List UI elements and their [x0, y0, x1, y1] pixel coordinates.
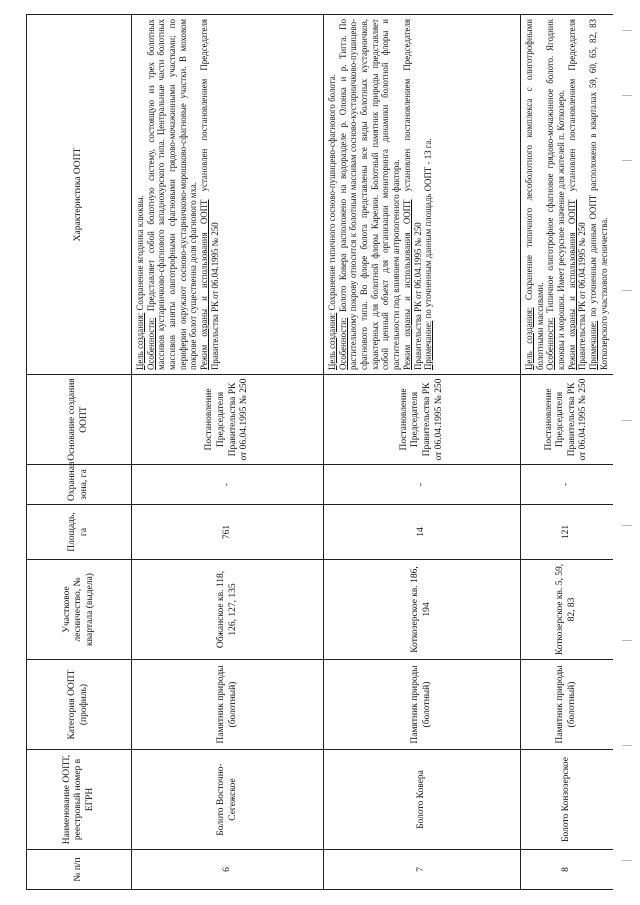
cell-name: Болото Ковера [324, 750, 521, 850]
note-paragraph [423, 19, 434, 370]
cell-basis: Постановление Председателя Правительства РК от 06.04.1995 № 250 [521, 375, 613, 465]
regime-text: установлен постановлением Председателя Правительства РК от 06.04.1995 № 250 [401, 19, 423, 370]
scan-mark [622, 525, 632, 526]
features-label: Особенности: [545, 317, 556, 370]
note-label: Примечание: [423, 320, 434, 370]
cell-basis: Постановление Председателя Правительства РК от 06.04.1995 № 250 [324, 375, 521, 465]
cell-description [324, 15, 521, 375]
features-paragraph [146, 19, 199, 370]
regime-text: установлен постановлением Председателя Правительства РК от 06.04.1995 № 250 [566, 19, 588, 370]
regime-paragraph [567, 19, 588, 370]
scan-mark [622, 860, 632, 861]
regime-paragraph [402, 19, 423, 370]
cell-description [132, 15, 324, 375]
protected-areas-table [26, 14, 613, 890]
features-text: Болото Ковера расположено на водоразделе р. Олонка и р. Тигга. По растительному покрову относится к болотным массивам сосново-кустарничково-пушицево-сфагнового типа. Во флоре болота представлены все виды болотных кустарничков, характерных для болотной флоры Карелии. Болотный памятник природы представляет собой ценный объект для организации мониторинга динамики болотной флоры и растительности под влиянием антропогенного фактора. [337, 19, 402, 370]
cell-category: Памятник природы (болотный) [521, 660, 613, 750]
cell-basis: Постановление Председателя Правительства РК от 06.04.1995 № 250 [132, 375, 324, 465]
cell-name: Болото Восточно-Сегежское [132, 750, 324, 850]
scan-mark [622, 420, 632, 421]
features-label: Особенности: [337, 317, 348, 370]
cell-buffer: - [521, 465, 613, 505]
header-num: № п/п [27, 850, 132, 890]
goal-text: Сохранение типичного лесоболотного комплекса с олиготрофными болотными массивами. [524, 19, 545, 370]
cell-buffer: - [324, 465, 521, 505]
rotated-table-wrapper [26, 15, 609, 890]
cell-num: 8 [521, 850, 613, 890]
goal-text: Сохранение типичного сосново-пушицево-сфагнового болота. [327, 74, 337, 313]
cell-area: 14 [324, 505, 521, 560]
regime-label: Режим охраны и использования ООПТ [199, 199, 210, 370]
header-name: Наименование ООПТ, реестровый номер в ЕГРН [27, 750, 132, 850]
goal-paragraph [135, 19, 146, 370]
goal-label: Цель создания: [524, 307, 534, 370]
regime-paragraph [199, 19, 220, 370]
cell-forestry: Обжанское кв. 118, 126, 127, 135 [132, 560, 324, 660]
regime-label: Режим охраны и использования ООПТ [401, 199, 412, 370]
scan-mark [622, 640, 632, 641]
scan-edge-marks [610, 0, 640, 905]
cell-num: 6 [132, 850, 324, 890]
header-row [27, 15, 132, 890]
header-buffer: Охранная зона, га [27, 465, 132, 505]
note-text: по уточненным данным площадь ООПТ - 13 га. [423, 138, 434, 321]
header-description: Характеристика ООПТ [27, 15, 132, 375]
cell-num: 7 [324, 850, 521, 890]
features-paragraph [545, 19, 566, 370]
cell-category: Памятник природы (болотный) [324, 660, 521, 750]
table-row [132, 15, 324, 890]
scan-mark [622, 160, 632, 161]
cell-forestry: Коткозерское кв. 186, 194 [324, 560, 521, 660]
cell-buffer: - [132, 465, 324, 505]
cell-area: 761 [132, 505, 324, 560]
goal-text: Сохранение ягодника клюквы. [135, 195, 145, 313]
header-area: Площадь, га [27, 505, 132, 560]
goal-label: Цель создания: [135, 312, 145, 370]
note-label: Примечание: [588, 320, 599, 370]
header-forestry: Участковое лесничество, № квартала (выдела) [27, 560, 132, 660]
cell-name: Болото Конзозерское [521, 750, 613, 850]
cell-description [521, 15, 613, 375]
regime-label: Режим охраны и использования ООПТ [566, 199, 577, 370]
scan-mark [622, 30, 632, 31]
scan-mark [622, 95, 632, 96]
features-label: Особенности: [145, 317, 156, 370]
regime-text: установлен постановлением Председателя Правительства РК от 06.04.1995 № 250 [199, 19, 220, 370]
cell-category: Памятник природы (болотный) [132, 660, 324, 750]
features-text: Представляет собой болотную систему, состоящую из трех болотных массивов кустарничково-сфагнового западнокурского типа. Центральные части болотных массивов заняты олиготрофными сфагновыми грядово-мочажинными участками; по периферии окружают сосново-кустарничково-морошково-сфагновые участки. В моховом покрове болот существенна доля сфагнового мха. [145, 19, 199, 370]
cell-area: 121 [521, 505, 613, 560]
goal-paragraph [524, 19, 545, 370]
features-paragraph [338, 19, 402, 370]
note-text: по уточненным данным ООПТ расположено в кварталах 59, 60, 65, 82, 83 Коткозерского участкового лесничества. [588, 19, 609, 370]
scan-mark [622, 290, 632, 291]
features-text: Типичное олиготрофное сфагновое грядово-мочажинное болото. Ягодник клюквы и морошки. Имеет ресурсное значение для жителей п. Коткозеро. [545, 19, 567, 370]
table-row [324, 15, 521, 890]
header-basis: Основание создания ООПТ [27, 375, 132, 465]
scan-mark [622, 745, 632, 746]
cell-forestry: Коткозерское кв. 5, 59, 82, 83 [521, 560, 613, 660]
note-paragraph [588, 19, 609, 370]
goal-label: Цель создания: [327, 312, 337, 370]
table-row [521, 15, 613, 890]
goal-paragraph [327, 19, 338, 370]
header-category: Категория ООПТ (профиль) [27, 660, 132, 750]
